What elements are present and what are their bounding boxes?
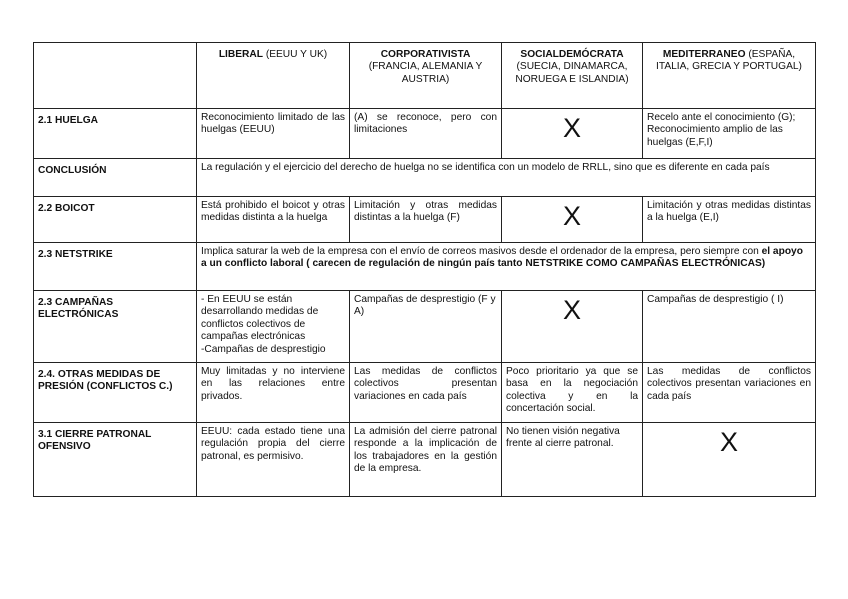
header-empty-cell	[34, 43, 197, 109]
netstrike-text-bold: el apoyo a un conflicto laboral ( carecen de regulación de ningún país tanto NETSTRIKE COMO CAMPAÑAS ELECTRÓNICAS)	[201, 246, 803, 270]
row-boicot	[34, 197, 816, 243]
row-label-netstrike: 2.3 NETSTRIKE	[34, 243, 197, 291]
cell-cierre-corporativista: La admisión del cierre patronal responde a la implicación de los trabajadores en la gestión de la empresa.	[350, 423, 502, 497]
header-corporativista-countries: (FRANCIA, ALEMANIA Y AUSTRIA)	[368, 61, 483, 85]
campanas-liberal-line2: -Campañas de desprestigio	[201, 343, 326, 355]
header-corporativista	[350, 43, 502, 109]
header-socialdemocrata	[502, 43, 643, 109]
header-socialdemocrata-title: SOCIALDEMÓCRATA	[520, 49, 624, 60]
row-huelga	[34, 109, 816, 159]
row-label-cierre-patronal: 3.1 CIERRE PATRONAL OFENSIVO	[34, 423, 197, 497]
cell-otras-liberal: Muy limitadas y no interviene en las relaciones entre privados.	[197, 363, 350, 423]
header-liberal	[197, 43, 350, 109]
cell-cierre-socialdemocrata: No tienen visión negativa frente al cierre patronal.	[502, 423, 643, 497]
row-campanas	[34, 291, 816, 363]
header-socialdemocrata-countries: (SUECIA, DINAMARCA, NORUEGA E ISLANDIA)	[515, 61, 629, 85]
cell-huelga-socialdemocrata: X	[502, 109, 643, 159]
cell-boicot-corporativista: Limitación y otras medidas distintas a la huelga (F)	[350, 197, 502, 243]
row-label-otras-medidas: 2.4. OTRAS MEDIDAS DE PRESIÓN (CONFLICTOS C.)	[34, 363, 197, 423]
cell-huelga-liberal: Reconocimiento limitado de las huelgas (EEUU)	[197, 109, 350, 159]
row-cierre-patronal	[34, 423, 816, 497]
cell-netstrike-text	[197, 243, 816, 291]
cell-otras-socialdemocrata: Poco prioritario ya que se basa en la negociación colectiva y en la concertación social.	[502, 363, 643, 423]
row-netstrike	[34, 243, 816, 291]
header-liberal-countries: (EEUU Y UK)	[262, 49, 328, 60]
row-label-campanas: 2.3 CAMPAÑAS ELECTRÓNICAS	[34, 291, 197, 363]
netstrike-text-normal: Implica saturar la web de la empresa con el envío de correos masivos desde el ordenador de la empresa, pero siempre con	[201, 246, 762, 257]
cell-boicot-socialdemocrata: X	[502, 197, 643, 243]
header-row	[34, 43, 816, 109]
cell-otras-mediterraneo: Las medidas de conflictos colectivos presentan variaciones en cada país	[643, 363, 816, 423]
row-otras-medidas	[34, 363, 816, 423]
header-liberal-title: LIBERAL	[218, 49, 263, 60]
cell-otras-corporativista: Las medidas de conflictos colectivos presentan variaciones en cada país	[350, 363, 502, 423]
cell-cierre-liberal: EEUU: cada estado tiene una regulación propia del cierre patronal, es permisivo.	[197, 423, 350, 497]
cell-campanas-mediterraneo: Campañas de desprestigio ( I)	[643, 291, 816, 363]
header-mediterraneo	[643, 43, 816, 109]
row-label-huelga: 2.1 HUELGA	[34, 109, 197, 159]
cell-campanas-socialdemocrata: X	[502, 291, 643, 363]
cell-huelga-mediterraneo: Recelo ante el conocimiento (G); Reconocimiento amplio de las huelgas (E,F,I)	[643, 109, 816, 159]
header-mediterraneo-title: MEDITERRANEO	[662, 49, 746, 60]
row-label-boicot: 2.2 BOICOT	[34, 197, 197, 243]
row-conclusion	[34, 159, 816, 197]
header-corporativista-title: CORPORATIVISTA	[380, 49, 471, 60]
cell-huelga-corporativista: (A) se reconoce, pero con limitaciones	[350, 109, 502, 159]
row-label-conclusion: CONCLUSIÓN	[34, 159, 197, 197]
cell-conclusion-text: La regulación y el ejercicio del derecho de huelga no se identifica con un modelo de RRLL, sino que es diferente en cada país	[197, 159, 816, 197]
campanas-liberal-line1: - En EEUU se están desarrollando medidas de conflictos colectivos de campañas electrónicas	[201, 294, 319, 343]
cell-cierre-mediterraneo: X	[643, 423, 816, 497]
cell-boicot-liberal: Está prohibido el boicot y otras medidas distinta a la huelga	[197, 197, 350, 243]
cell-campanas-corporativista: Campañas de desprestigio (F y A)	[350, 291, 502, 363]
cell-campanas-liberal	[197, 291, 350, 363]
comparison-table	[33, 42, 816, 497]
cell-boicot-mediterraneo: Limitación y otras medidas distintas a la huelga (E,I)	[643, 197, 816, 243]
header-mediterraneo-countries: (ESPAÑA, ITALIA, GRECIA Y PORTUGAL)	[656, 49, 802, 73]
